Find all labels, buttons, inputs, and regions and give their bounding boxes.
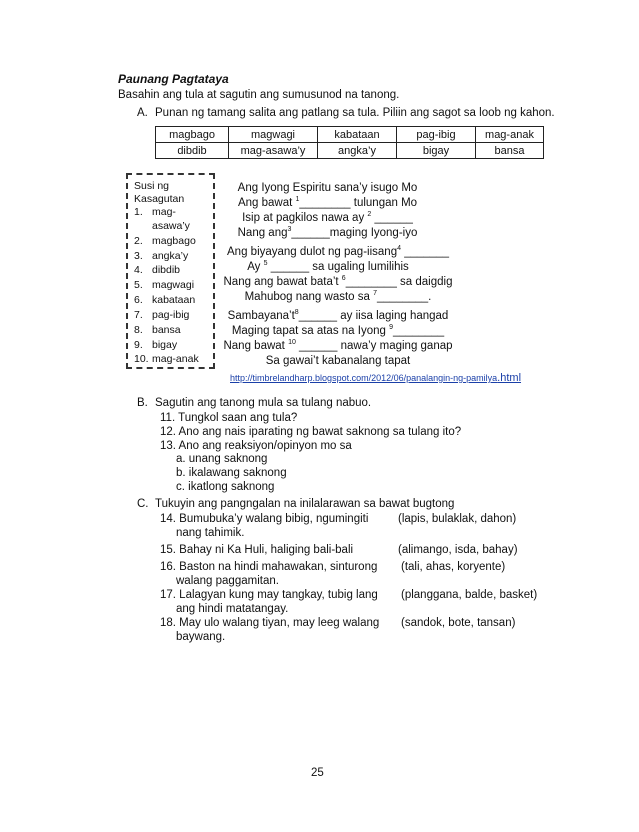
answer-key-item: mag-anak [152, 353, 199, 365]
answer-key-number: 5. [134, 279, 143, 291]
section-a-label: A. [137, 107, 148, 119]
poem-line: Nang bawat $^{10}$ ______ nawa’y maging ganap [223, 339, 453, 352]
poem-line: Mahubog nang wasto sa $^7$________. [244, 290, 432, 303]
page-title: Paunang Pagtataya [118, 72, 229, 86]
word-bank-row [156, 127, 544, 143]
word-bank-cell: mag-anak [476, 127, 544, 143]
answer-key-number: 7. [134, 309, 143, 321]
section-c-instruction: Tukuyin ang pangngalan na inilalarawan sa bawat bugtong [155, 498, 455, 510]
answer-key-title: Kasagutan [134, 193, 185, 205]
answer-key-number: 2. [134, 235, 143, 247]
answer-key-number: 6. [134, 294, 143, 306]
riddle-15-choices: (alimango, isda, bahay) [398, 544, 518, 556]
answer-key-item: kabataan [152, 294, 196, 306]
answer-key-item: angka’y [152, 250, 189, 262]
word-bank-cell: mag-asawa’y [229, 143, 318, 159]
riddle-14-cont: nang tahimik. [176, 527, 245, 539]
riddle-18: 18. May ulo walang tiyan, may leeg walang [160, 617, 380, 629]
riddle-16-cont: walang paggamitan. [176, 575, 279, 587]
section-c-label: C. [137, 498, 149, 510]
word-bank-cell: magwagi [229, 127, 318, 143]
word-bank-cell: magbago [156, 127, 229, 143]
question-13b: b. ikalawang saknong [176, 467, 287, 479]
question-11: 11. Tungkol saan ang tula? [160, 412, 298, 424]
answer-key-item: magbago [152, 235, 196, 247]
riddle-16: 16. Baston na hindi mahawakan, sinturong [160, 561, 378, 573]
answer-key-item: magwagi [152, 279, 195, 291]
answer-key-item: bansa [152, 324, 181, 336]
answer-key-number: 8. [134, 324, 143, 336]
riddle-18-cont: baywang. [176, 631, 226, 643]
riddle-14: 14. Bumubuka’y walang bibig, ngumingiti [160, 513, 369, 525]
poem-line: Ang bawat $^1$________ tulungan Mo [237, 196, 418, 209]
section-b-label: B. [137, 397, 148, 409]
answer-key-item: asawa’y [152, 220, 190, 232]
answer-key-number: 1. [134, 206, 143, 218]
question-13: 13. Ano ang reaksiyon/opinyon mo sa [160, 440, 352, 452]
answer-key-number: 3. [134, 250, 143, 262]
answer-key-item: pag-ibig [152, 309, 190, 321]
word-bank-cell: bigay [397, 143, 476, 159]
riddle-15: 15. Bahay ni Ka Huli, haliging bali-bali [160, 544, 354, 556]
poem-line: Ay $^5$ ______ sa ugaling lumilihis [247, 260, 409, 273]
answer-key-item: bigay [152, 339, 178, 351]
question-12: 12. Ano ang nais iparating ng bawat saknong sa tulang ito? [160, 426, 462, 438]
riddle-17-choices: (planggana, balde, basket) [401, 589, 538, 601]
riddle-14-choices: (lapis, bulaklak, dahon) [398, 513, 517, 525]
answer-key-number: 9. [134, 339, 143, 351]
source-link[interactable]: http://timbrelandharp.blogspot.com/2012/06/panalangin-ng-pamilya.html [230, 372, 522, 384]
question-13a: a. unang saknong [176, 453, 268, 465]
instructions: Basahin ang tula at sagutin ang sumusunod na tanong. [118, 89, 400, 101]
answer-key-number: 10. [134, 353, 149, 365]
section-b-instruction: Sagutin ang tanong mula sa tulang nabuo. [155, 397, 372, 409]
poem-line: Sa gawai’t kabanalang tapat [265, 355, 411, 367]
word-bank-cell: angka’y [318, 143, 397, 159]
poem-line: Nang ang$^3$______maging Iyong-iyo [237, 226, 418, 239]
answer-key-title: Susi ng [134, 180, 170, 192]
riddle-16-choices: (tali, ahas, koryente) [401, 561, 506, 573]
poem-line: Isip at pagkilos nawa ay $^2$ ______ [242, 211, 413, 224]
riddle-17-cont: ang hindi matatangay. [176, 603, 289, 615]
answer-key-number: 4. [134, 264, 143, 276]
page-number: 25 [311, 767, 324, 779]
question-13c: c. ikatlong saknong [176, 481, 275, 493]
riddle-18-choices: (sandok, bote, tansan) [401, 617, 516, 629]
word-bank-table [155, 126, 544, 159]
word-bank-cell: pag-ibig [397, 127, 476, 143]
answer-key-item: mag- [152, 206, 176, 218]
poem-line: Nang ang bawat bata’t $^6$________ sa daigdig [223, 275, 453, 288]
poem-line: Ang biyayang dulot ng pag-iisang$^4$ _______ [227, 245, 449, 258]
riddle-17: 17. Lalagyan kung may tangkay, tubig lang [160, 589, 378, 601]
word-bank-cell: dibdib [156, 143, 229, 159]
poem-line: $Sambayana’t^8\_\_\_\_\_\_$ ay iisa laging hangad [227, 309, 449, 322]
word-bank-row [156, 143, 544, 159]
word-bank-cell: bansa [476, 143, 544, 159]
poem-line: Ang Iyong Espiritu sana’y isugo Mo [237, 182, 418, 194]
answer-key-item: dibdib [152, 264, 181, 276]
poem-line: Maging tapat sa atas na Iyong $^9$________ [231, 324, 445, 337]
word-bank-cell: kabataan [318, 127, 397, 143]
section-a-instruction: Punan ng tamang salita ang patlang sa tula. Piliin ang sagot sa loob ng kahon. [155, 107, 555, 119]
